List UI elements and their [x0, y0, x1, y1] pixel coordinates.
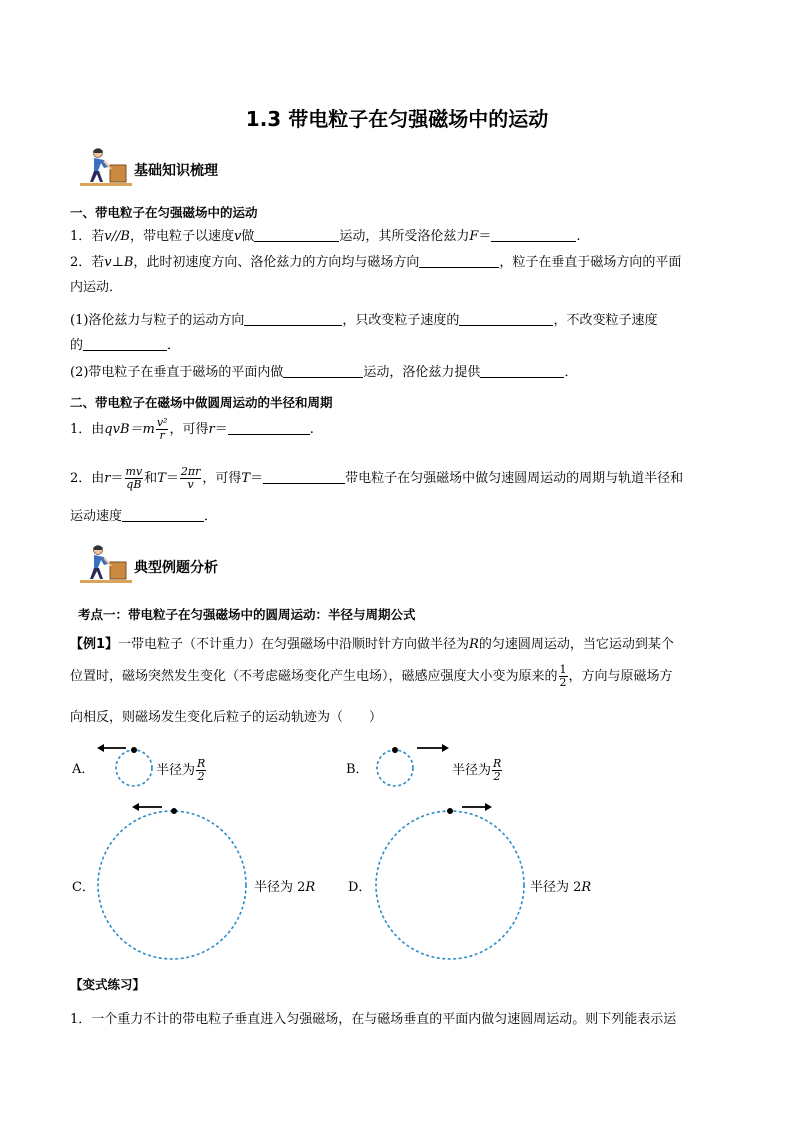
trajectory-circle	[116, 750, 152, 786]
option-a-label[interactable]: A．	[72, 762, 95, 777]
basics-sub-1-cont: 的 ．	[70, 338, 181, 353]
option-c-diagram	[96, 798, 256, 968]
option-d-diagram	[372, 798, 532, 968]
option-c-radius: 半径为 2R	[254, 880, 316, 895]
answer-blank[interactable]	[283, 363, 363, 378]
variant-question-1: 1．一个重力不计的带电粒子垂直进入匀强磁场，在与磁场垂直的平面内做匀速圆周运动。则下列能表示运	[70, 1012, 677, 1027]
basics-sub-2: (2)带电粒子在垂直于磁场的平面内做 运动，洛伦兹力提供 ．	[70, 365, 578, 380]
option-b-label[interactable]: B．	[346, 762, 369, 777]
answer-blank[interactable]	[244, 311, 342, 326]
formula-item-2-cont: 运动速度 ．	[70, 509, 218, 524]
option-c-label[interactable]: C．	[72, 880, 95, 895]
formula-item-1: 1．由qvB＝m $\frac{\text{v²}}{r}$ ，可得r＝ .	[70, 416, 314, 442]
section-heading-examples: 典型例题分析	[134, 560, 218, 576]
trajectory-circle	[376, 811, 524, 959]
answer-blank[interactable]	[459, 311, 553, 326]
answer-blank[interactable]	[254, 227, 339, 242]
particle-dot	[131, 747, 137, 753]
part2-heading: 二、带电粒子在磁场中做圆周运动的半径和周期	[70, 395, 333, 410]
example-1-line-1: 【例1】一带电粒子（不计重力）在匀强磁场中沿顺时针方向做半径为R的匀速圆周运动，当它运动到某个	[70, 637, 674, 652]
basics-item-2: 2．若v⊥B，此时初速度方向、洛伦兹力的方向均与磁场方向 ，粒子在垂直于磁场方向的平面	[70, 255, 682, 270]
answer-blank[interactable]	[491, 227, 576, 242]
option-b-diagram	[365, 738, 465, 798]
answer-blank[interactable]	[122, 507, 204, 522]
option-b-radius: 半径为 $\frac{R}{2}$	[452, 757, 502, 783]
example-1-line-2: 位置时，磁场突然发生变化（不考虑磁场变化产生电场），磁感应强度大小变为原来的 $\frac{1}{2}$ ，方向与原磁场方	[70, 663, 673, 689]
particle-dot	[171, 808, 177, 814]
basics-item-2-cont: 内运动．	[70, 280, 123, 295]
trajectory-circle	[377, 750, 413, 786]
part1-heading: 一、带电粒子在匀强磁场中的运动	[70, 205, 258, 220]
answer-blank[interactable]	[480, 363, 564, 378]
particle-dot	[447, 808, 453, 814]
page-title: 1.3 带电粒子在匀强磁场中的运动	[245, 107, 549, 131]
trajectory-circle	[98, 811, 246, 959]
answer-blank[interactable]	[228, 420, 310, 435]
option-d-radius: 半径为 2R	[530, 880, 592, 895]
option-d-label[interactable]: D．	[348, 880, 372, 895]
knowledge-point-1: 考点一：带电粒子在匀强磁场中的圆周运动：半径与周期公式	[78, 607, 416, 622]
basics-item-1: 1．若v//B，带电粒子以速度v做 运动，其所受洛伦兹力F＝ .	[70, 229, 581, 244]
person-pushing-box-icon	[80, 147, 132, 193]
answer-blank[interactable]	[419, 253, 499, 268]
particle-dot	[392, 747, 398, 753]
formula-item-2: 2．由r＝ $\frac{mv}{qB}$ 和T＝ $\frac{2\pi r}{v}$ ，可得T＝ 带电粒子在匀强磁场中做匀速圆周运动的周期与轨道半径和	[70, 465, 684, 491]
person-pushing-box-icon	[80, 544, 132, 590]
section-heading-basics: 基础知识梳理	[134, 163, 218, 179]
answer-blank[interactable]	[83, 336, 167, 351]
basics-sub-1: (1)洛伦兹力与粒子的运动方向 ，只改变粒子速度的 ，不改变粒子速度	[70, 313, 658, 328]
example-1-line-3: 向相反，则磁场发生变化后粒子的运动轨迹为（ ）	[70, 710, 383, 725]
option-a-radius: 半径为 $\frac{R}{2}$	[156, 757, 206, 783]
variant-practice-heading: 【变式练习】	[70, 977, 146, 992]
answer-blank[interactable]	[263, 469, 345, 484]
